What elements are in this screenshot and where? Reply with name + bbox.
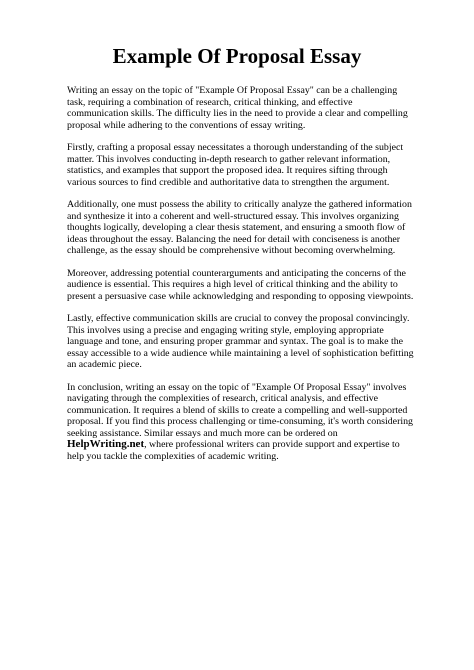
paragraph-moreover: Moreover, addressing potential counterarguments and anticipating the concerns of the audience is essential. This requires a high level of critical thinking and the ability to present a persuasive case while acknowledging and responding to opposing viewpoints.	[67, 267, 414, 302]
page-title: Example Of Proposal Essay	[112, 44, 362, 68]
helpwriting-link[interactable]: HelpWriting.net	[67, 438, 145, 450]
conclusion-text-end: , where professional writers can provide support and expertise to help you tackle the complexities of academic writing.	[67, 439, 400, 462]
paragraph-lastly: Lastly, effective communication skills are crucial to convey the proposal convincingly. This involves using a precise and engaging writing style, employing appropriate language and tone, and ensuring proper grammar and syntax. The goal is to make the essay accessible to a wide audience while maintaining a level of sophistication befitting an academic piece.	[67, 313, 414, 370]
paragraph-additionally: Additionally, one must possess the ability to critically analyze the gathered information and synthesize it into a coherent and well-structured essay. This involves organizing thoughts logically, developing a clear thesis statement, and ensuring a smooth flow of ideas throughout the essay. Balancing the need for detail with conciseness is another challenge, as the essay should be comprehensive without becoming overwhelming.	[67, 199, 412, 256]
conclusion-text-start: In conclusion, writing an essay on the topic of "Example Of Proposal Essay" involves navigating through the complexities of research, critical analysis, and effective communication. It requires a blend of skills to create a compelling and well-supported proposal. If you find this process challenging or time-consuming, it's worth considering seeking assistance. Similar essays and much more can be ordered on	[67, 381, 413, 439]
essay-body	[67, 85, 415, 473]
paragraph-intro: Writing an essay on the topic of "Example Of Proposal Essay" can be a challenging task, requiring a combination of research, critical thinking, and effective communication skills. The difficulty lies in the need to provide a clear and compelling proposal while adhering to the conventions of essay writing.	[67, 85, 408, 131]
paragraph-firstly: Firstly, crafting a proposal essay necessitates a thorough understanding of the subject matter. This involves conducting in-depth research to gather relevant information, statistics, and examples that support the proposed idea. It requires sifting through various sources to find credible and authoritative data to strengthen the argument.	[67, 142, 404, 188]
paragraph-conclusion	[67, 382, 415, 463]
